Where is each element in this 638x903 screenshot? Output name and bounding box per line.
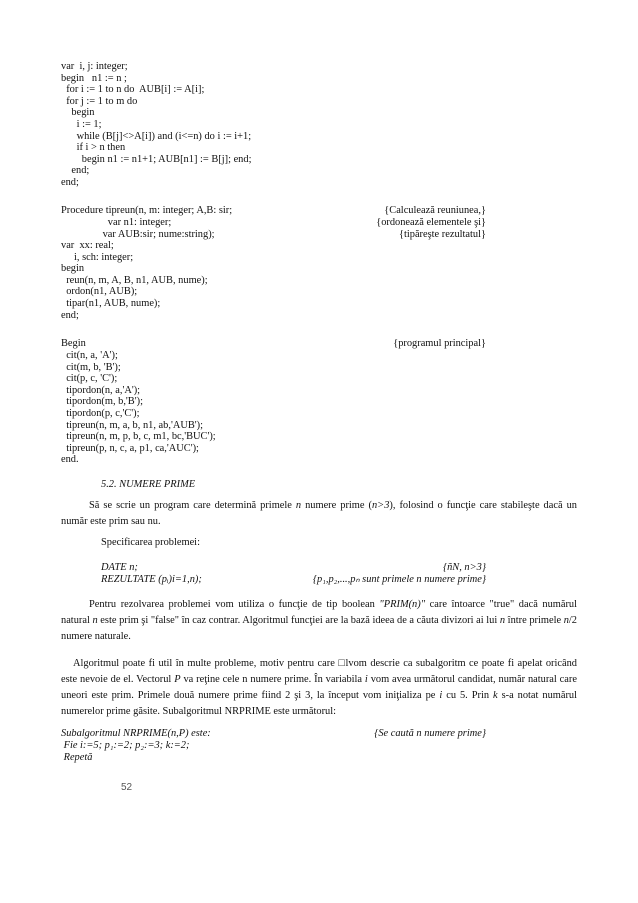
code-line: end; [61, 177, 79, 188]
code-line: reun(n, m, A, B, n1, AUB, nume); [61, 274, 208, 286]
code-line: tipreun(p, n, c, a, p1, ca,'AUC'); [61, 442, 199, 454]
code-line: begin n1 := n ; [61, 72, 127, 84]
code-line: begin [61, 107, 95, 119]
code-line: tipordon(m, b,'B'); [61, 396, 143, 408]
results-line: REZULTATE (pᵢ)i=1,n); [101, 574, 202, 585]
subalgorithm-header: Subalgoritmul NRPRIME(n,P) este: [61, 728, 211, 739]
code-line: cit(m, b, 'B'); [61, 361, 121, 373]
code-line: end; [61, 165, 90, 177]
procedure-header-comment: {Calculează reuniunea,} [384, 205, 486, 216]
code-line: end. [61, 454, 79, 466]
procedure-header-comment: {tipăreşte rezultatul} [398, 229, 486, 240]
code-line: if i > n then [61, 142, 126, 154]
paragraph-prim-function: Pentru rezolvarea problemei vom utiliza o funcţie de tip boolean "PRIM(n)" care întoarce "true" dacă numărul natural n este prim şi "false" în caz contrar. Algoritmul funcţiei are la bază ideea de a căuta divizori ai lui n între primele n/2 numere naturale. [61, 599, 578, 642]
procedure-header-comment: {ordonează elementele şi} [376, 217, 486, 228]
code-line: tipar(n1, AUB, nume); [61, 298, 161, 309]
results-comment: {p₁,p₂,...,pₙ sunt primele n numere prime} [312, 574, 486, 585]
code-line: var xx: real; [61, 240, 114, 251]
section-title: 5.2. NUMERE PRIME [101, 479, 196, 490]
code-line: cit(p, c, 'C'); [61, 373, 118, 385]
procedure-header-line: Procedure tipreun(n, m: integer; A,B: sir; [61, 205, 233, 216]
subalgorithm-line: Repetă [61, 752, 93, 763]
code-line: tipordon(n, a,'A'); [61, 384, 141, 396]
procedure-header-line: var n1: integer; [61, 217, 172, 228]
spec-label: Specificarea problemei: [101, 537, 200, 548]
code-line: while (B[j]<>A[i]) and (i<=n) do i := i+1; [61, 130, 252, 142]
paragraph-subalgorithm: Algoritmul poate fi util în multe probleme, motiv pentru care □lvom descrie ca subalgoritm ce poate fi apelat oricând este nevoie de el. Vectorul P va reţine cele n numere prime. În variabila i vom avea următorul candidat, număr natural care uneori este prim. Primele două numere prime fiind 2 şi 3, la început vom iniţializa pe i cu 5. Prin k s-a notat numărul numerelor prime găsite. Subalgoritmul NRPRIME este următorul: [61, 658, 578, 717]
code-line: for j := 1 to m do [61, 95, 138, 107]
code-line: cit(n, a, 'A'); [61, 350, 118, 361]
code-line: tipordon(p, c,'C'); [61, 408, 140, 419]
subalgorithm-line: Fie i:=5; p₁:=2; p₂:=3; k:=2; [61, 740, 190, 751]
code-line: for i := 1 to n do AUB[i] := A[i]; [61, 84, 205, 96]
procedure-header-line: var AUB:sir; nume:string); [61, 229, 215, 240]
date-line: DATE n; [101, 562, 138, 573]
code-line: var i, j: integer; [61, 61, 128, 72]
main-begin-line: Begin [61, 338, 86, 349]
code-line: i := 1; [61, 119, 102, 130]
date-comment: {ñN, n>3} [442, 562, 486, 573]
subalgorithm-comment: {Se caută n numere prime} [374, 728, 486, 739]
code-line: begin n1 := n1+1; AUB[n1] := B[j]; end; [61, 153, 252, 165]
code-line: i, sch: integer; [61, 251, 134, 263]
code-line: tipreun(n, m, a, b, n1, ab,'AUB'); [61, 419, 203, 431]
task-paragraph: Să se scrie un program care determină primele n numere prime (n>3), folosind o funcţie care stabileşte dacă un număr este prim sau nu. [61, 500, 577, 527]
page-number: 52 [121, 782, 133, 793]
code-line: begin [61, 263, 85, 275]
code-line: tipreun(n, m, p, b, c, m1, bc,'BUC'); [61, 431, 216, 443]
main-begin-comment: {programul principal} [393, 338, 486, 349]
code-line: end; [61, 309, 79, 321]
code-line: ordon(n1, AUB); [61, 286, 138, 298]
